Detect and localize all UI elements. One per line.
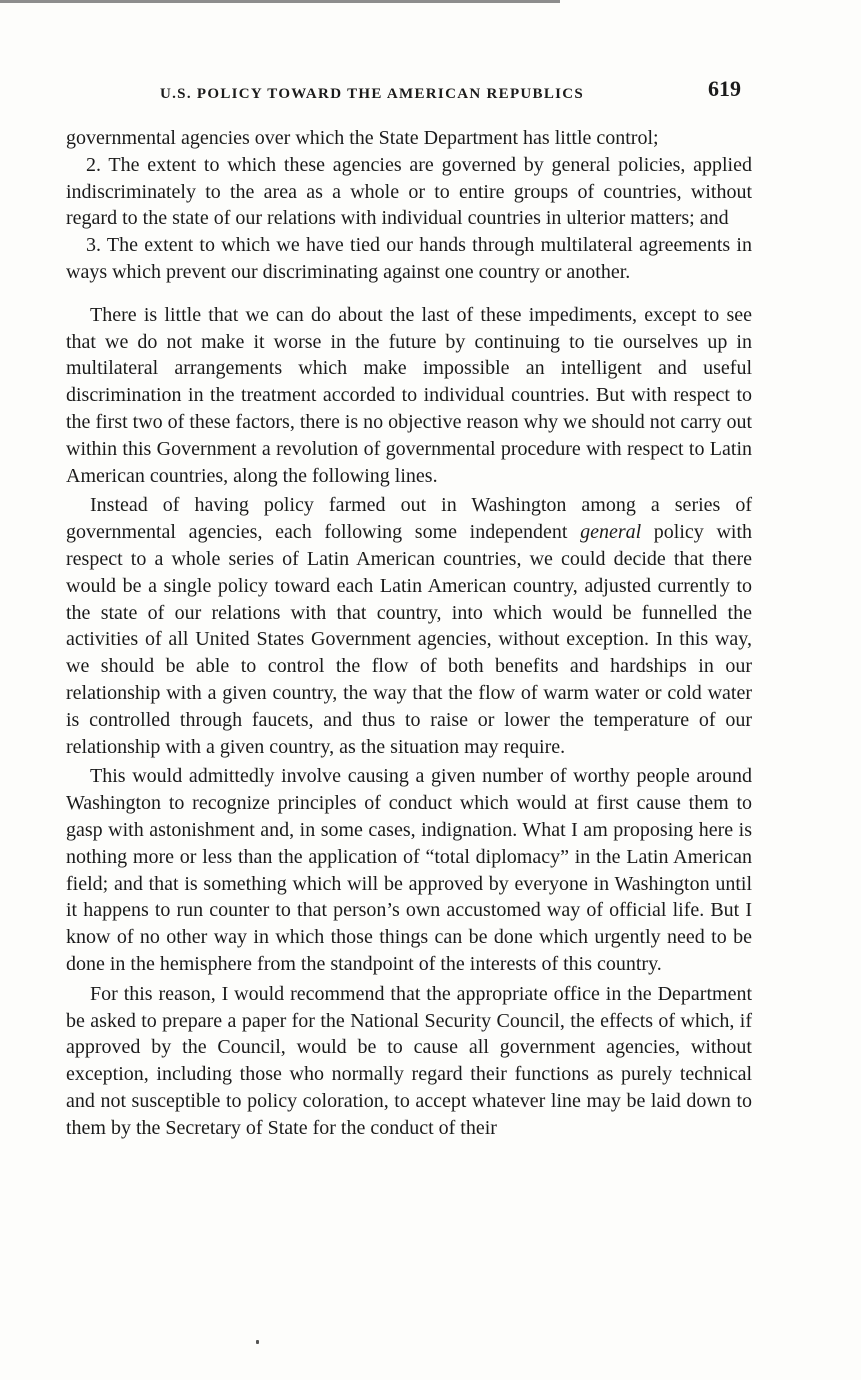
top-rule (0, 0, 560, 3)
body-text (66, 125, 752, 1141)
paragraph-recommendation: For this reason, I would recommend that the appropriate office in the Department be asked to prepare a paper for the National Security Council, the effects of which, if approved by the Council, would be to cause all government agencies, without exception, including those who normally regard their functions as purely technical and not susceptible to policy coloration, to accept whatever line may be laid down to them by the Secretary of State for the conduct of their (66, 982, 752, 1139)
list-item-2: 2. The extent to which these agencies are governed by general policies, applied indiscriminately to the area as a whole or to entire groups of countries, without regard to the state of our relations with individual countries in ulterior matters; and (66, 153, 752, 230)
paragraph-single-policy (66, 492, 752, 760)
list-item-3: 3. The extent to which we have tied our hands through multilateral agreements in ways which prevent our discriminating against one country or another. (66, 234, 752, 283)
paragraph-single-policy-start: Instead of having policy farmed out in Washington among a series of governmental agencies, each following some independent (66, 494, 752, 544)
paragraph-single-policy-end: policy with respect to a whole series of Latin American countries, we could decide that there would be a single policy toward each Latin American country, adjusted currently to the state of our relations with that country, into which would be funnelled the activities of all United States Government agencies, without exception. In this way, we should be able to control the flow of both benefits and hardships in our relationship with a given country, the way that the flow of warm water or cold water is controlled through faucets, and thus to raise or lower the temperature of our relationship with a given country, as the situation may require. (66, 521, 752, 758)
continuation-text: governmental agencies over which the State Department has little control; (66, 127, 659, 149)
paragraph-total-diplomacy: This would admittedly involve causing a given number of worthy people around Washington to recognize principles of conduct which would at first cause them to gasp with astonishment and, in some cases, indignation. What I am proposing here is nothing more or less than the application of “total diplomacy” in the Latin American field; and that is something which will be approved by everyone in Washington until it happens to run counter to that person’s own accustomed way of official life. But I know of no other way in which those things can be done which urgently need to be done in the hemisphere from the standpoint of the interests of this country. (66, 765, 752, 975)
emphasis-general: general (580, 521, 642, 544)
stray-mark (256, 1340, 259, 1344)
paragraph-impediments: There is little that we can do about the last of these impediments, except to see that we do not make it worse in the future by continuing to tie ourselves up in multilateral arrangements which make impossible an intelligent and useful discrimination in the treatment accorded to individual countries. But with respect to the first two of these factors, there is no objective reason why we should not carry out within this Government a revolution of governmental procedure with respect to Latin American countries, along the following lines. (66, 303, 752, 487)
running-head: U.S. POLICY TOWARD THE AMERICAN REPUBLICS (160, 86, 585, 102)
page-number: 619 (708, 76, 741, 101)
